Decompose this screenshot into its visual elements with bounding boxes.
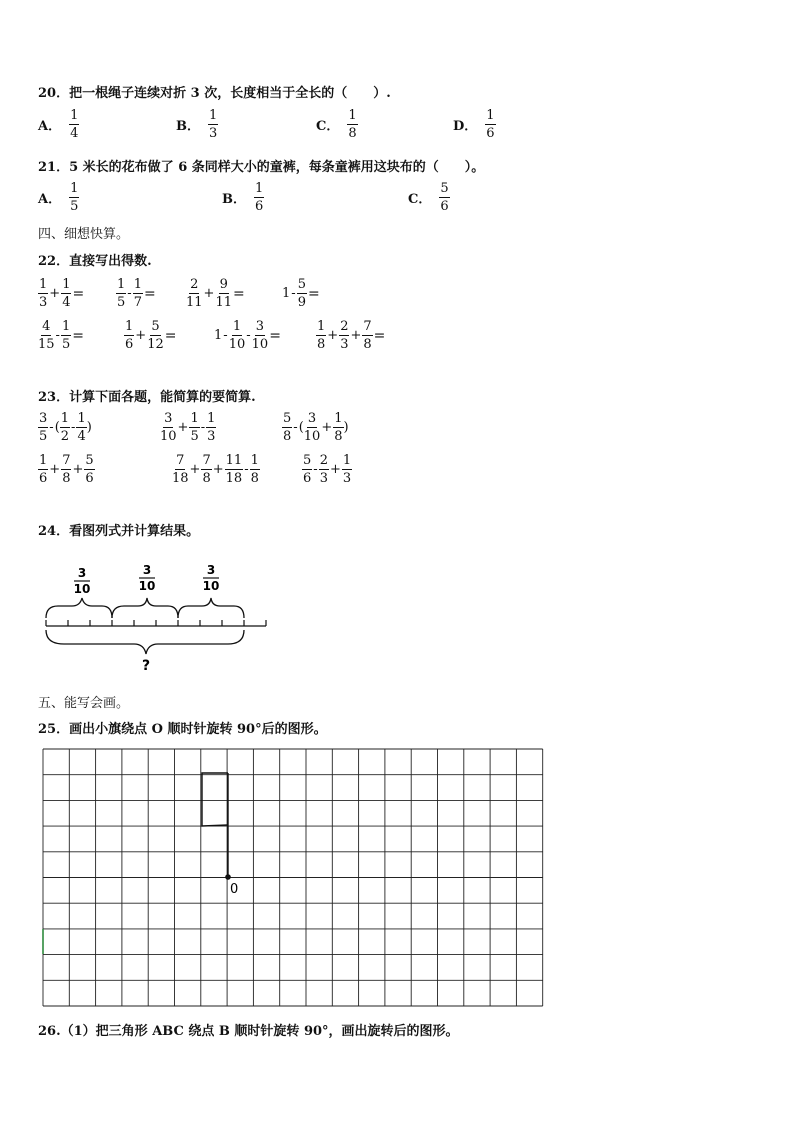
segment-label-2 [139,563,156,593]
q20-option-d[interactable] [453,109,496,140]
upper-brace-2 [112,598,178,618]
option-letter: B． [222,192,246,207]
q20-option-b[interactable] [176,109,218,140]
option-letter: D． [453,119,478,134]
option-letter: A． [38,119,62,134]
section-4-title: 四、细想快算。 [38,227,130,242]
segment-label-1 [74,566,91,596]
q20-text: 20．把一根绳子连续对折 3 次，长度相当于全长的（ ）. [38,86,391,101]
point-o [225,874,231,880]
grid-lines [43,749,543,1006]
option-fraction: $\frac{1}{8}$ [348,108,357,141]
q22-expression-1: $\frac{1}{3}$ + $\frac{1}{4}$ = [39,277,85,310]
q23-expression-2: $\frac{3}{10}$ + $\frac{1}{5}$ - $\frac{1}{3}$ [160,411,216,444]
q22-expression-6: $\frac{1}{6}$ + $\frac{5}{12}$ = [125,319,177,352]
point-o-label: 0 [230,882,239,897]
option-letter: C． [316,119,340,134]
svg-text:10: 10 [202,579,220,593]
section-5-title: 五、能写会画。 [38,696,130,711]
option-letter: A． [38,192,62,207]
q22-expression-3: $\frac{2}{11}$ + $\frac{9}{11}$ = [186,277,245,310]
q21-text: 21．5 米长的花布做了 6 条同样大小的童裤，每条童裤用这块布的（ ）。 [38,160,485,175]
q22-expression-7: 1 - $\frac{1}{10}$ - $\frac{3}{10}$ = [214,319,281,352]
lower-brace [46,630,244,654]
svg-text:3: 3 [142,563,152,577]
q22-expression-4: 1 - $\frac{5}{9}$ = [282,277,320,310]
q23-expression-3: $\frac{5}{8}$ - ( $\frac{3}{10}$ + $\frac{1}{8}$ ) [283,411,349,444]
q24-text: 24．看图列式并计算结果。 [38,524,200,539]
q25-text: 25．画出小旗绕点 O 顺时针旋转 90°后的图形。 [38,722,327,737]
q21-option-a[interactable] [38,182,79,213]
upper-brace-3 [178,598,244,618]
option-fraction: $\frac{1}{4}$ [70,108,79,141]
svg-text:3: 3 [206,563,216,577]
q23-expression-1: $\frac{3}{5}$ - ( $\frac{1}{2}$ - $\frac{1}{4}$ ) [39,411,92,444]
option-letter: C． [408,192,432,207]
segment-diagram [38,556,278,674]
option-fraction: $\frac{5}{6}$ [440,181,449,214]
option-letter: B． [176,119,200,134]
number-line-ticks [46,620,266,626]
flag-banner [202,773,228,826]
q26-text: 26.（1）把三角形 ABC 绕点 B 顺时针旋转 90°，画出旋转后的图形。 [38,1024,459,1039]
q23-expression-6: $\frac{5}{6}$ - $\frac{2}{3}$ + $\frac{1}{3}$ [303,453,352,486]
option-fraction: $\frac{1}{3}$ [209,108,218,141]
segment-label-3 [203,563,220,593]
q21-option-b[interactable] [222,182,264,213]
option-fraction: $\frac{1}{6}$ [255,181,264,214]
svg-text:10: 10 [73,582,91,596]
drawing-grid[interactable] [42,748,546,1008]
q22-text: 22．直接写出得数. [38,254,152,269]
q20-option-a[interactable] [38,109,79,140]
q22-expression-2: $\frac{1}{5}$ - $\frac{1}{7}$ = [117,277,156,310]
flag-shape [202,773,228,877]
q20-option-c[interactable] [316,109,358,140]
option-fraction: $\frac{1}{6}$ [486,108,495,141]
svg-text:10: 10 [138,579,156,593]
svg-text:3: 3 [77,566,87,580]
option-fraction: $\frac{1}{5}$ [70,181,79,214]
q22-expression-5: $\frac{4}{15}$ - $\frac{1}{5}$ = [38,319,84,352]
q23-expression-4: $\frac{1}{6}$ + $\frac{7}{8}$ + $\frac{5}{6}$ [39,453,94,486]
upper-brace-1 [46,598,112,618]
q23-expression-5: $\frac{7}{18}$ + $\frac{7}{8}$ + $\frac{11}{18}$ - $\frac{1}{8}$ [172,453,259,486]
unknown-label: ? [141,658,151,674]
q23-text: 23．计算下面各题，能简算的要简算. [38,390,256,405]
q22-expression-8: $\frac{1}{8}$ + $\frac{2}{3}$ + $\frac{7}{8}$ = [317,319,386,352]
q21-option-c[interactable] [408,182,450,213]
